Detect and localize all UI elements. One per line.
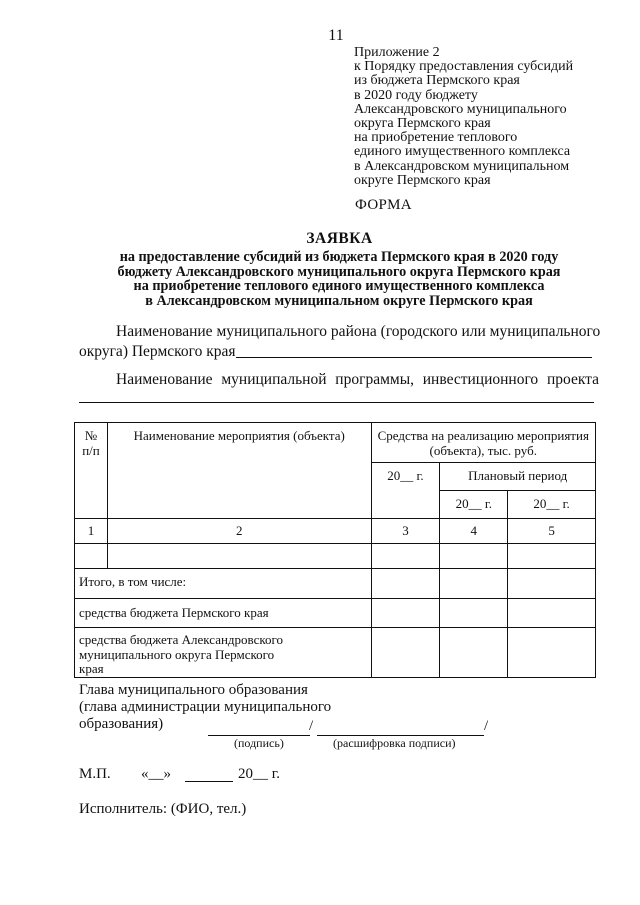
appendix-line: округе Пермского края (354, 172, 491, 188)
date-month-field[interactable] (185, 781, 233, 782)
appendix-line: округа Пермского края (354, 116, 491, 132)
table-row (75, 628, 596, 678)
header-funds: Средства на реализацию мероприятия (объекта), тыс. руб. (371, 423, 595, 463)
form-label: ФОРМА (355, 197, 412, 213)
application-table (74, 422, 596, 678)
subtitle-line: на предоставление субсидий из бюджета Пермского края в 2020 году (119, 249, 559, 265)
decoding-slash: / (484, 718, 489, 734)
header-plan-year2: 20__ г. (508, 491, 596, 519)
program-field[interactable] (79, 402, 594, 403)
appendix-line: единого имущественного комплекса (354, 144, 571, 160)
table-cell[interactable] (440, 628, 508, 678)
head-title-line3: образования) (79, 716, 164, 732)
header-name: Наименование мероприятия (объекта) (107, 423, 371, 519)
table-cell[interactable] (508, 599, 596, 628)
municipality-label-line1: Наименование муниципального района (городского или муниципального (116, 323, 601, 340)
municipality-label-line2: округа) Пермского края (79, 343, 236, 360)
document-subtitle (70, 250, 608, 308)
subtitle-line: бюджету Александровского муниципального округа Пермского края (117, 263, 561, 280)
document-title: ЗАЯВКА (306, 230, 373, 247)
col-number: 2 (107, 519, 371, 544)
appendix-line: в 2020 году бюджету (354, 87, 478, 103)
table-row (75, 599, 596, 628)
appendix-line: к Порядку предоставления субсидий (354, 59, 574, 75)
program-label: Наименование муниципальной программы, инвестиционного проекта (116, 371, 599, 388)
subtitle-line: на приобретение теплового единого имущественного комплекса (133, 278, 545, 295)
date-day: «__» (141, 766, 171, 782)
table-cell[interactable] (371, 544, 440, 569)
col-number: 1 (75, 519, 108, 544)
table-cell[interactable] (107, 544, 371, 569)
header-num: № п/п (75, 423, 108, 519)
executor-line: Исполнитель: (ФИО, тел.) (79, 801, 247, 817)
table-cell[interactable] (75, 544, 108, 569)
table-cell[interactable] (440, 544, 508, 569)
col-number: 3 (371, 519, 440, 544)
municipality-field[interactable] (236, 357, 592, 358)
appendix-line: Александровского муниципального (354, 101, 567, 117)
signature-block (79, 682, 331, 733)
table-cell[interactable] (508, 628, 596, 678)
signature-caption: (подпись) (234, 736, 284, 750)
table-cell[interactable] (508, 544, 596, 569)
date-year: 20__ г. (238, 766, 280, 782)
col-number: 4 (440, 519, 508, 544)
appendix-line: Приложение 2 (354, 45, 440, 60)
appendix-line: на приобретение теплового (354, 130, 518, 146)
subtitle-line: в Александровском муниципальном округе Пермского края (145, 292, 533, 309)
row-total-label: Итого, в том числе: (75, 569, 372, 599)
stamp-label: М.П. (79, 766, 111, 782)
table-row (75, 569, 596, 599)
table-row (75, 544, 596, 569)
header-plan-year1: 20__ г. (440, 491, 508, 519)
header-plan-period: Плановый период (440, 463, 596, 491)
head-title-line2: (глава администрации муниципального (79, 699, 332, 715)
table-cell[interactable] (371, 628, 440, 678)
table-cell[interactable] (440, 569, 508, 599)
decoding-caption: (расшифровка подписи) (333, 736, 456, 750)
head-title-line1: Глава муниципального образования (79, 682, 308, 698)
page-number: 11 (328, 27, 344, 44)
header-year: 20__ г. (371, 463, 440, 519)
appendix-line: из бюджета Пермского края (354, 73, 520, 89)
appendix-header (354, 46, 634, 188)
table-cell[interactable] (508, 569, 596, 599)
signature-slash: / (309, 718, 314, 734)
table-cell[interactable] (371, 599, 440, 628)
row-regional-label: средства бюджета Пермского края (75, 599, 372, 628)
table-cell[interactable] (371, 569, 440, 599)
row-local-label: средства бюджета Александровского муниципального округа Пермского края (75, 628, 372, 678)
appendix-line: в Александровском муниципальном (354, 158, 570, 174)
table-cell[interactable] (440, 599, 508, 628)
col-number: 5 (508, 519, 596, 544)
